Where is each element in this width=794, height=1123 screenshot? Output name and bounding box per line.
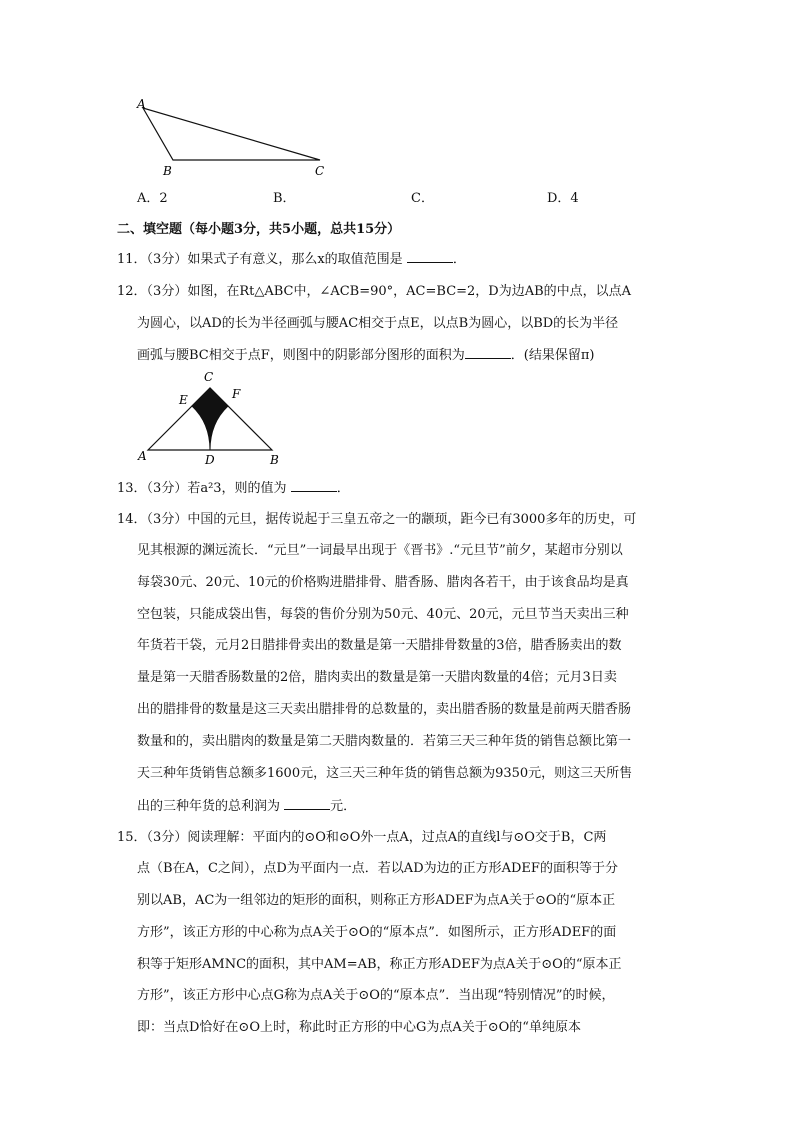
q15-line: 方形”，该正方形中心点G称为点A关于⊙O的“原本点”．当出现“特别情况”的时候， xyxy=(137,988,615,1003)
q12-line1: 12．（3分）如图，在Rt△ABC中，∠ACB=90°，AC=BC=2，D为边AB的中点，以点A xyxy=(117,284,632,299)
q14-line: 14．（3分）中国的元旦，据传说起于三皇五帝之一的颛顼，距今已有3000多年的历史，可 xyxy=(117,512,637,527)
q14-line: 空包装，只能成袋出售，每袋的售价分别为50元、40元、20元，元旦节当天卖出三种 xyxy=(137,607,629,622)
label-a2: A xyxy=(138,449,147,463)
q12-line3b: ．(结果保留π) xyxy=(510,348,595,363)
label-f: F xyxy=(232,387,241,401)
triangle-abc xyxy=(143,108,320,160)
q12-answer-blank[interactable] xyxy=(465,346,511,359)
label-d: D xyxy=(205,453,215,466)
q14-answer-blank[interactable] xyxy=(284,797,330,810)
q14-line: 见其根源的渊远流长．“元旦”一词最早出现于《晋书》.“元旦节”前夕，某超市分别以 xyxy=(137,543,623,558)
q12-line2: 为圆心，以AD的长为半径画弧与腰AC相交于点E，以点B为圆心，以BD的长为半径 xyxy=(137,316,619,331)
label-a: A xyxy=(137,97,146,111)
q13-answer-blank[interactable] xyxy=(291,479,337,492)
label-c: C xyxy=(315,164,325,178)
q12-line3a: 画弧与腰BC相交于点F，则图中的阴影部分图形的面积为 xyxy=(137,348,465,363)
q13-number: 13．（3分） xyxy=(117,481,188,496)
shaded-region xyxy=(192,388,228,450)
shaded-region-figure xyxy=(135,368,290,466)
option-a: A．2 xyxy=(137,191,168,206)
q14-last-a: 出的三种年货的总利润为 xyxy=(137,799,281,814)
q11-number: 11．（3分） xyxy=(117,252,188,267)
triangle-abc-figure xyxy=(130,95,340,180)
q13-text: 若a²3，则的值为 xyxy=(187,481,287,496)
option-d: D．4 xyxy=(547,191,579,206)
q11-text: 如果式子有意义，那么x的取值范围是 xyxy=(187,252,403,267)
q14-line: 每袋30元、20元、10元的价格购进腊排骨、腊香肠、腊肉各若干，由于该食品均是真 xyxy=(137,575,629,590)
q15-line: 即：当点D恰好在⊙O上时，称此时正方形的中心G为点A关于⊙O的“单纯原本 xyxy=(137,1020,581,1035)
q14-line: 天三种年货销售总额多1600元，这三天三种年货的销售总额为9350元，则这三天所售 xyxy=(137,766,633,781)
q14-line: 数量和的，卖出腊肉的数量是第二天腊肉数量的．若第三天三种年货的销售总额比第一 xyxy=(137,734,632,749)
label-b: B xyxy=(163,164,172,178)
q15-line: 积等于矩形AMNC的面积，其中AM=AB，称正方形ADEF为点A关于⊙O的“原本正 xyxy=(137,957,622,972)
q15-line: 方形”，该正方形的中心称为点A关于⊙O的“原本点”．如图所示，正方形ADEF的面 xyxy=(137,925,617,940)
q13-end: ． xyxy=(336,481,350,496)
q14-line: 出的腊排骨的数量是这三天卖出腊排骨的总数量的，卖出腊香肠的数量是前两天腊香肠 xyxy=(137,702,632,717)
q11-answer-blank[interactable] xyxy=(407,250,453,263)
q15-line: 点（B在A，C之间），点D为平面内一点．若以AD为边的正方形ADEF的面积等于分 xyxy=(137,861,618,876)
section-title: 二、填空题（每小题3分，共5小题，总共15分） xyxy=(117,222,401,237)
label-e: E xyxy=(179,393,188,407)
q14-line: 量是第一天腊香肠数量的2倍，腊肉卖出的数量是第一天腊肉数量的4倍；元月3日卖 xyxy=(137,670,617,685)
question-13 xyxy=(117,479,677,498)
q14-last-b: 元． xyxy=(330,799,357,814)
option-c: C． xyxy=(411,191,434,206)
q11-end: ． xyxy=(452,252,466,267)
label-c2: C xyxy=(204,370,214,384)
q15-line: 15．（3分）阅读理解：平面内的⊙O和⊙O外一点A，过点A的直线l与⊙O交于B，C两 xyxy=(117,830,607,845)
option-b: B． xyxy=(273,191,296,206)
q12-line3 xyxy=(137,346,677,365)
label-b2: B xyxy=(270,453,279,466)
q14-line: 年货若干袋，元月2日腊排骨卖出的数量是第一天腊排骨数量的3倍，腊香肠卖出的数 xyxy=(137,638,622,653)
question-11 xyxy=(117,250,677,269)
q15-line: 别以AB，AC为一组邻边的矩形的面积，则称正方形ADEF为点A关于⊙O的“原本正 xyxy=(137,893,616,908)
q14-last-line xyxy=(137,797,677,816)
